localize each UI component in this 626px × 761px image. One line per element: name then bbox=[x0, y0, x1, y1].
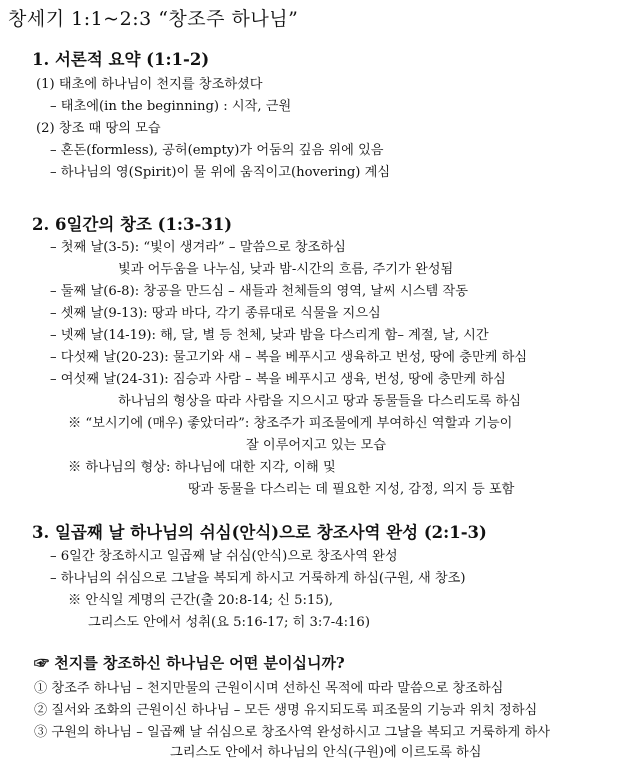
answer-item-3-cont: 그리스도 안에서 하나님의 안식(구원)에 이르도록 하심 bbox=[170, 745, 482, 760]
section-1-line-5: – 하나님의 영(Spirit)이 물 위에 움직이고(hovering) 계심 bbox=[50, 165, 391, 180]
section-2-line-4: – 셋째 날(9-13): 땅과 바다, 각기 종류대로 식물을 지으심 bbox=[50, 306, 381, 321]
section-2-note-2-cont: 땅과 동물을 다스리는 데 필요한 지성, 감정, 의지 등 포함 bbox=[188, 482, 515, 497]
section-2-line-3: – 둘째 날(6-8): 창공을 만드심 – 새들과 천체들의 영역, 날씨 시스템 작동 bbox=[50, 284, 468, 299]
section-2-line-5: – 넷째 날(14-19): 해, 달, 별 등 천체, 낮과 밤을 다스리게 함– 계절, 날, 시간 bbox=[50, 328, 489, 343]
question-heading: ☞ 천지를 창조하신 하나님은 어떤 분이십니까? bbox=[34, 654, 345, 672]
section-2-note-1-cont: 잘 이루어지고 있는 모습 bbox=[246, 438, 386, 453]
section-1-line-3: (2) 창조 때 땅의 모습 bbox=[36, 121, 161, 136]
section-1-line-4: – 혼돈(formless), 공허(empty)가 어둠의 깊음 위에 있음 bbox=[50, 143, 384, 158]
section-2-line-2: 빛과 어두움을 나누심, 낮과 밤-시간의 흐름, 주기가 완성됨 bbox=[118, 262, 454, 277]
section-3-heading: 3. 일곱째 날 하나님의 쉬심(안식)으로 창조사역 완성 (2:1-3) bbox=[32, 523, 487, 542]
section-3-note-1: ※ 안식일 계명의 근간(출 20:8-14; 신 5:15), bbox=[68, 593, 334, 608]
page-title: 창세기 1:1~2:3 “창조주 하나님” bbox=[8, 8, 299, 30]
answer-item-3: ③ 구원의 하나님 – 일곱째 날 쉬심으로 창조사역 완성하시고 그날을 복되고 거룩하게 하사 bbox=[34, 725, 550, 740]
section-3-note-1-cont: 그리스도 안에서 성취(요 5:16-17; 히 3:7-4:16) bbox=[88, 615, 370, 630]
section-1-line-1: (1) 태초에 하나님이 천지를 창조하셨다 bbox=[36, 77, 263, 92]
section-2-line-8: 하나님의 형상을 따라 사람을 지으시고 땅과 동물들을 다스리도록 하심 bbox=[118, 394, 521, 409]
section-2-line-1: – 첫째 날(3-5): “빛이 생겨라” – 말씀으로 창조하심 bbox=[50, 240, 346, 255]
section-1-heading: 1. 서론적 요약 (1:1-2) bbox=[32, 50, 210, 69]
answer-item-2: ② 질서와 조화의 근원이신 하나님 – 모든 생명 유지되도록 피조물의 기능과 위치 정하심 bbox=[34, 703, 538, 718]
section-2-note-2: ※ 하나님의 형상: 하나님에 대한 지각, 이해 및 bbox=[68, 460, 336, 475]
section-2-line-7: – 여섯째 날(24-31): 짐승과 사람 – 복을 베푸시고 생육, 번성, 땅에 충만케 하심 bbox=[50, 372, 506, 387]
section-3-line-2: – 하나님의 쉬심으로 그날을 복되게 하시고 거룩하게 하심(구원, 새 창조) bbox=[50, 571, 466, 586]
section-2-line-6: – 다섯째 날(20-23): 물고기와 새 – 복을 베푸시고 생육하고 번성, 땅에 충만케 하심 bbox=[50, 350, 528, 365]
section-1-line-2: – 태초에(in the beginning) : 시작, 근원 bbox=[50, 99, 292, 114]
section-2-note-1: ※ “보시기에 (매우) 좋았더라”: 창조주가 피조물에게 부여하신 역할과 기능이 bbox=[68, 416, 513, 431]
answer-item-1: ① 창조주 하나님 – 천지만물의 근원이시며 선하신 목적에 따라 말씀으로 창조하심 bbox=[34, 681, 504, 696]
section-2-heading: 2. 6일간의 창조 (1:3-31) bbox=[32, 215, 233, 234]
section-3-line-1: – 6일간 창조하시고 일곱째 날 쉬심(안식)으로 창조사역 완성 bbox=[50, 549, 398, 564]
